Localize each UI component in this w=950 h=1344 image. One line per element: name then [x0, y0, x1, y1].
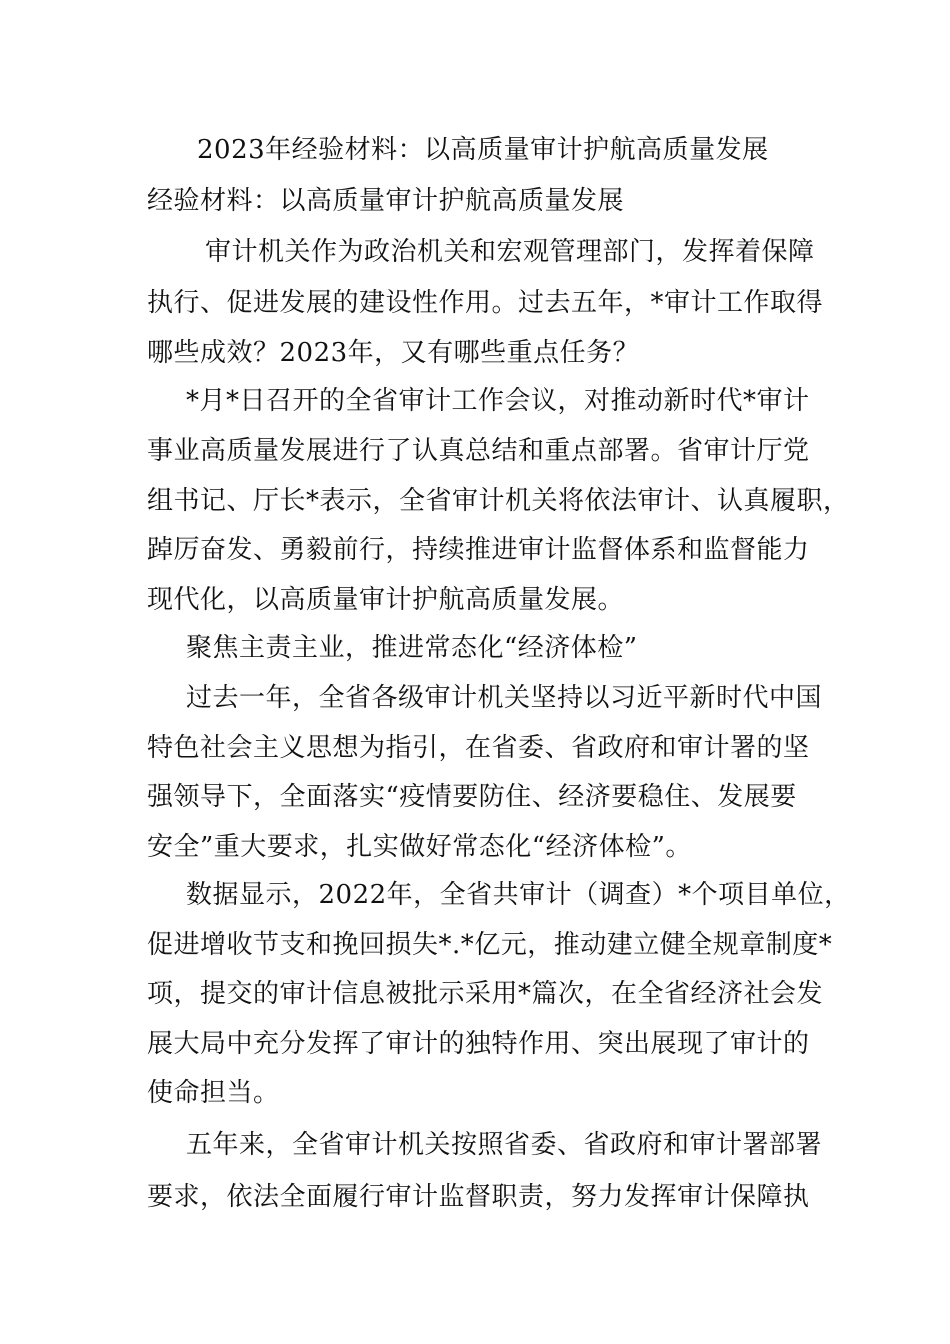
paragraph-line: 审计机关作为政治机关和宏观管理部门，发挥着保障: [205, 237, 815, 267]
paragraph-line: 展大局中充分发挥了审计的独特作用、突出展现了审计的: [147, 1029, 810, 1059]
paragraph-line: 现代化，以高质量审计护航高质量发展。: [147, 585, 625, 615]
paragraph-line: 项，提交的审计信息被批示采用*篇次，在全省经济社会发: [147, 979, 824, 1009]
paragraph-line: 强领导下，全面落实“疫情要防住、经济要稳住、发展要: [147, 782, 797, 812]
paragraph-line: 五年来，全省审计机关按照省委、省政府和审计署部署: [186, 1130, 823, 1160]
paragraph-line: 安全”重大要求，扎实做好常态化“经济体检”。: [147, 832, 692, 862]
paragraph-line: 使命担当。: [147, 1078, 280, 1108]
paragraph-line: 聚焦主责主业，推进常态化“经济体检”: [186, 633, 638, 663]
paragraph-line: 数据显示，2022年，全省共审计（调查）*个项目单位，: [186, 880, 851, 910]
document-title: 2023年经验材料：以高质量审计护航高质量发展: [197, 135, 769, 165]
paragraph-line: 组书记、厅长*表示，全省审计机关将依法审计、认真履职，: [147, 486, 850, 516]
paragraph-line: 事业高质量发展进行了认真总结和重点部署。省审计厅党: [147, 436, 810, 466]
paragraph-line: 踔厉奋发、勇毅前行，持续推进审计监督体系和监督能力: [147, 535, 810, 565]
paragraph-line: 特色社会主义思想为指引，在省委、省政府和审计署的坚: [147, 733, 810, 763]
paragraph-line: 哪些成效？2023年，又有哪些重点任务？: [147, 338, 640, 368]
paragraph-line: 执行、促进发展的建设性作用。过去五年，*审计工作取得: [147, 288, 824, 318]
paragraph-line: *月*日召开的全省审计工作会议，对推动新时代*审计: [186, 386, 810, 416]
document-subtitle: 经验材料：以高质量审计护航高质量发展: [147, 186, 625, 216]
paragraph-line: 促进增收节支和挽回损失*.*亿元，推动建立健全规章制度*: [147, 930, 833, 960]
paragraph-line: 要求，依法全面履行审计监督职责，努力发挥审计保障执: [147, 1182, 810, 1212]
paragraph-line: 过去一年，全省各级审计机关坚持以习近平新时代中国: [186, 683, 823, 713]
